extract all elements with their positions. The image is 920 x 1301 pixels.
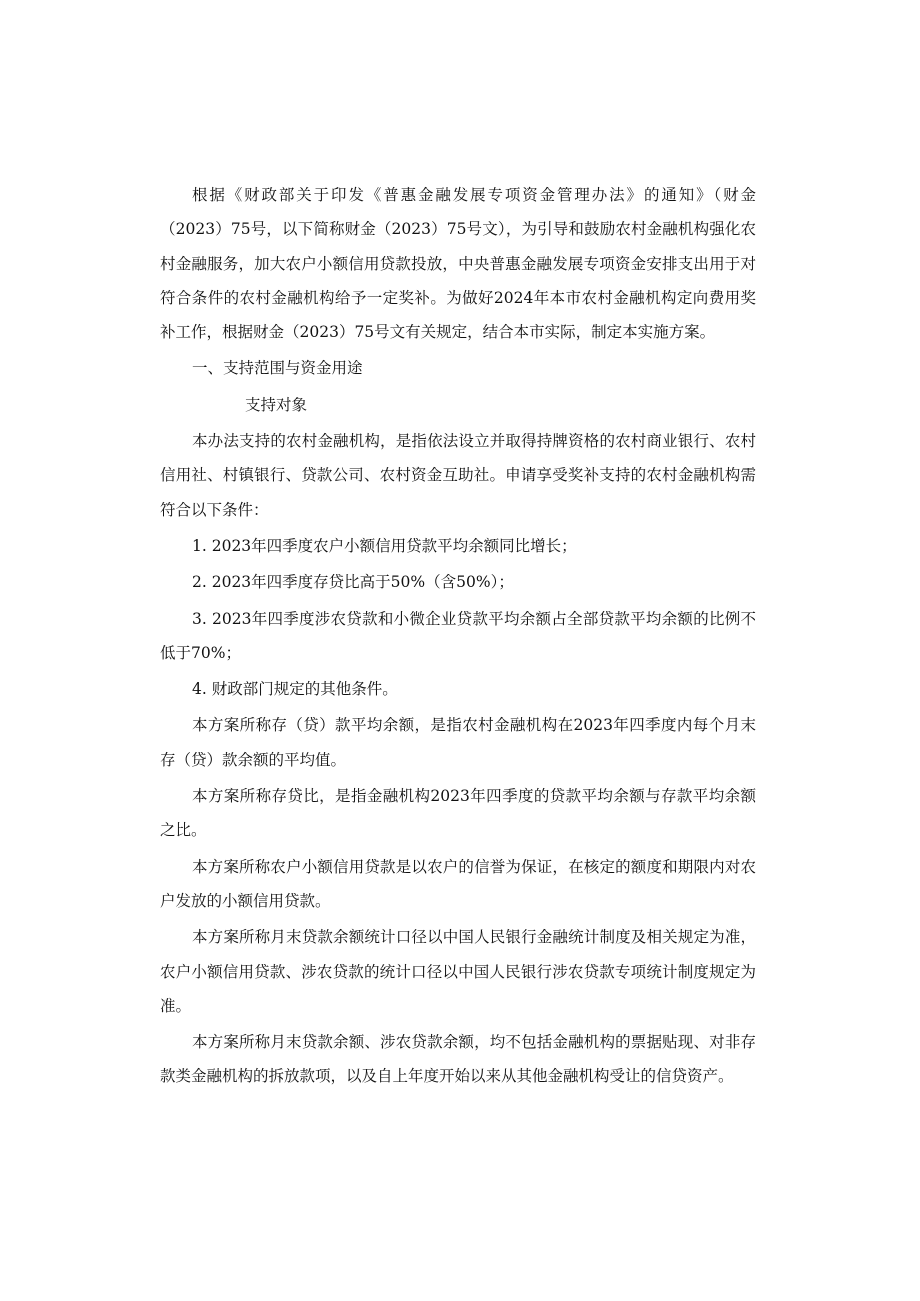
subsection-heading: 支持对象	[245, 395, 308, 414]
definition-paragraph: 本方案所称存（贷）款平均余额，是指农村金融机构在2023年四季度内每个月末存（贷）款余额的平均值。	[160, 716, 756, 769]
document-page	[160, 178, 756, 1094]
condition-item: 2. 2023年四季度存贷比高于50%（含50%）；	[192, 573, 514, 592]
definition-paragraph: 本方案所称月末贷款余额统计口径以中国人民银行金融统计制度及相关规定为准，农户小额信用贷款、涉农贷款的统计口径以中国人民银行涉农贷款专项统计制度规定为准。	[160, 928, 756, 1015]
section-heading: 一、支持范围与资金用途	[192, 359, 363, 378]
condition-item: 3. 2023年四季度涉农贷款和小微企业贷款平均余额占全部贷款平均余额的比例不低于70%；	[160, 609, 756, 662]
definition-paragraph: 本方案所称月末贷款余额、涉农贷款余额，均不包括金融机构的票据贴现、对非存款类金融机构的拆放款项，以及自上年度开始以来从其他金融机构受让的信贷资产。	[160, 1033, 756, 1086]
condition-item: 4. 财政部门规定的其他条件。	[192, 680, 398, 699]
definition-paragraph: 本方案所称农户小额信用贷款是以农户的信誉为保证，在核定的额度和期限内对农户发放的小额信用贷款。	[160, 857, 756, 910]
support-paragraph: 本办法支持的农村金融机构，是指依法设立并取得持牌资格的农村商业银行、农村信用社、村镇银行、贷款公司、农村资金互助社。申请享受奖补支持的农村金融机构需符合以下条件：	[160, 432, 756, 519]
condition-item: 1. 2023年四季度农户小额信用贷款平均余额同比增长；	[192, 536, 577, 555]
intro-paragraph: 根据《财政部关于印发《普惠金融发展专项资金管理办法》的通知》（财金（2023）75号，以下简称财金（2023）75号文），为引导和鼓励农村金融机构强化农村金融服务，加大农户小额信用贷款投放，中央普惠金融发展专项资金安排支出用于对符合条件的农村金融机构给予一定奖补。为做好2024年本市农村金融机构定向费用奖补工作，根据财金（2023）75号文有关规定，结合本市实际，制定本实施方案。	[160, 186, 756, 342]
definition-paragraph: 本方案所称存贷比，是指金融机构2023年四季度的贷款平均余额与存款平均余额之比。	[160, 787, 756, 840]
